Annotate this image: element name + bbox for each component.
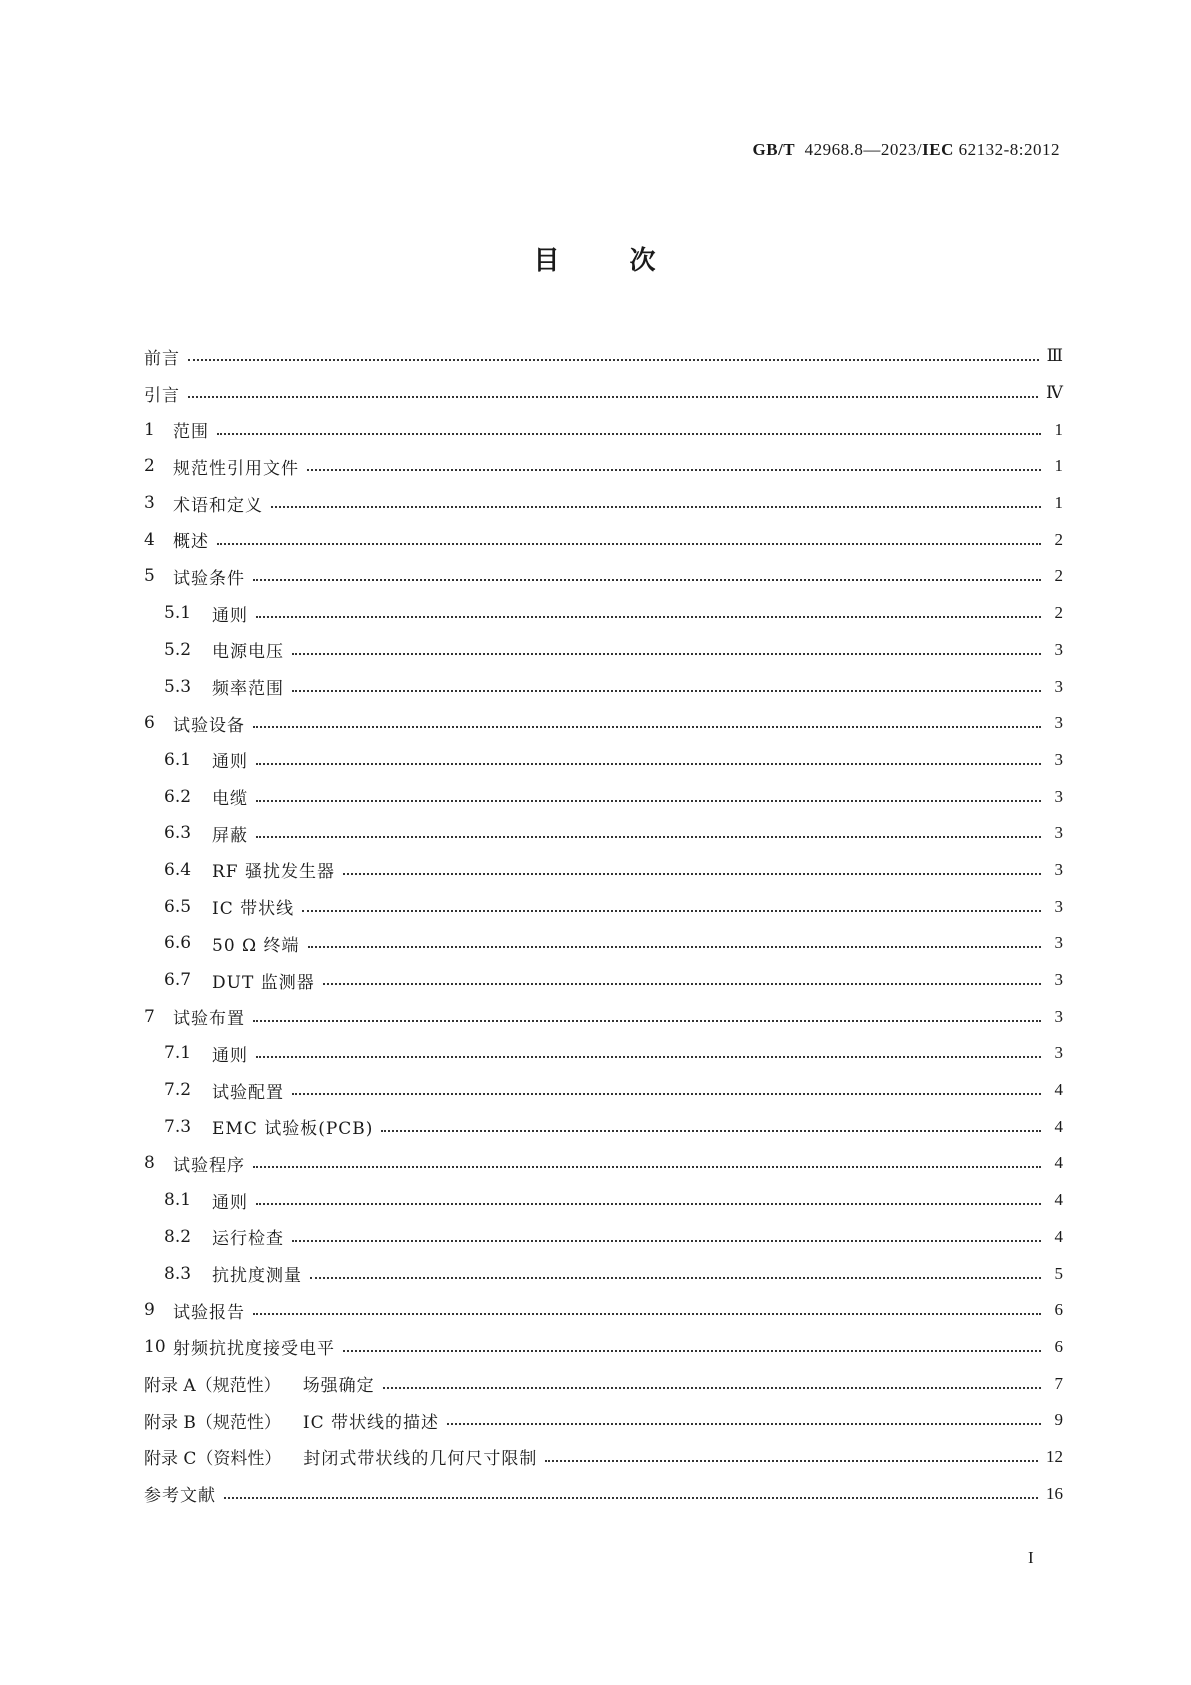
toc-entry-title: RF 骚扰发生器 [212, 862, 335, 883]
toc-entry-title: 试验布置 [173, 1009, 245, 1030]
title-char-2: 次 [629, 246, 658, 276]
toc-entry-title: 概述 [173, 532, 209, 553]
toc-entry-title: 参考文献 [144, 1486, 216, 1507]
toc-entry-page: 6 [1054, 1300, 1063, 1320]
toc-entry-title: 通则 [212, 1192, 248, 1213]
dot-leader [253, 1166, 1041, 1168]
toc-entry[interactable] [144, 888, 1063, 925]
dot-leader [188, 359, 1039, 361]
toc-entry-number: 8.1 [164, 1190, 192, 1211]
toc-entry-page: 4 [1054, 1116, 1063, 1136]
toc-entry-title: 试验配置 [212, 1082, 284, 1103]
toc-entry-title: 试验设备 [173, 715, 245, 736]
dot-leader [292, 690, 1041, 692]
toc-entry-page: 3 [1054, 933, 1063, 953]
toc-entry[interactable] [144, 1108, 1063, 1145]
toc-entry-title: 通则 [212, 1045, 248, 1066]
toc-entry-number: 3 [144, 493, 155, 514]
toc-entry-title: 50 Ω 终端 [212, 935, 300, 956]
iec-number: 62132-8:2012 [958, 140, 1060, 159]
toc-entry-number: 6.2 [164, 786, 192, 807]
toc-entry-number: 附录 C（资料性） [144, 1449, 282, 1470]
toc-entry-number: 1 [144, 419, 155, 440]
toc-entry-number: 6.3 [164, 823, 192, 844]
toc-entry-page: 3 [1054, 713, 1063, 733]
toc-entry-page: 4 [1054, 1226, 1063, 1246]
toc-entry-number: 5.1 [164, 603, 192, 624]
toc-entry-page: 3 [1054, 676, 1063, 696]
toc-entry-title: DUT 监测器 [212, 972, 315, 993]
dot-leader [217, 433, 1041, 435]
toc-entry[interactable] [144, 521, 1063, 558]
dot-leader [383, 1387, 1041, 1389]
toc-entry-title: 通则 [212, 752, 248, 773]
dot-leader [307, 469, 1041, 471]
toc-entry-number: 6.6 [164, 933, 192, 954]
toc-entry[interactable] [144, 485, 1063, 522]
toc-entry-page: 12 [1046, 1446, 1063, 1466]
toc-entry-title: 前言 [144, 348, 180, 369]
toc-entry-page: Ⅲ [1046, 346, 1063, 366]
toc-entry[interactable] [144, 1072, 1063, 1109]
toc-entry[interactable] [144, 705, 1063, 742]
dot-leader [447, 1423, 1041, 1425]
dot-leader [308, 946, 1041, 948]
dot-leader [224, 1497, 1038, 1499]
toc-entry-number: 8 [144, 1153, 155, 1174]
toc-entry-number: 7.2 [164, 1080, 192, 1101]
toc-entry-page: 4 [1054, 1153, 1063, 1173]
toc-entry[interactable] [144, 1292, 1063, 1329]
toc-entry-page: Ⅳ [1046, 383, 1063, 403]
toc-entry[interactable] [144, 668, 1063, 705]
toc-entry-number: 5 [144, 566, 155, 587]
toc-entry[interactable] [144, 925, 1063, 962]
dot-leader [302, 910, 1041, 912]
toc-entry-page: 2 [1054, 566, 1063, 586]
dot-leader [256, 1203, 1041, 1205]
toc-entry[interactable] [144, 1402, 1063, 1439]
toc-entry-title: 试验程序 [173, 1155, 245, 1176]
toc-entry-number: 6.4 [164, 859, 192, 880]
toc-entry[interactable] [144, 1475, 1063, 1512]
toc-entry[interactable] [144, 1329, 1063, 1366]
dot-leader [545, 1460, 1038, 1462]
toc-entry-title: 场强确定 [302, 1376, 375, 1397]
toc-entry-page: 4 [1054, 1080, 1063, 1100]
toc-entry-number: 4 [144, 529, 155, 550]
toc-entry-page: 3 [1054, 896, 1063, 916]
toc-entry[interactable] [144, 998, 1063, 1035]
toc-entry-page: 6 [1054, 1336, 1063, 1356]
toc-entry-page: 2 [1054, 529, 1063, 549]
toc-entry[interactable] [144, 1219, 1063, 1256]
title-char-1: 目 [533, 246, 562, 276]
toc-entry-page: 3 [1054, 639, 1063, 659]
toc-entry-page: 1 [1054, 493, 1063, 513]
dot-leader [188, 396, 1038, 398]
toc-entry[interactable] [144, 632, 1063, 669]
standard-prefix: GB/T [752, 140, 796, 159]
toc-entry-number: 5.2 [164, 639, 192, 660]
toc-entry-title: 运行检查 [212, 1229, 284, 1250]
toc-entry-title: 试验条件 [173, 568, 245, 589]
toc-entry-page: 7 [1054, 1373, 1063, 1393]
toc-entry[interactable] [144, 375, 1063, 412]
toc-entry-page: 3 [1054, 1043, 1063, 1063]
toc-entry-title: IC 带状线 [212, 899, 295, 920]
toc-entry-page: 1 [1054, 456, 1063, 476]
toc-entry[interactable] [144, 1365, 1063, 1402]
standard-number: 42968.8—2023/ [804, 140, 923, 159]
toc-entry-number: 5.3 [164, 676, 192, 697]
toc-entry-number: 附录 B（规范性） [144, 1412, 281, 1433]
toc-entry-title: 抗扰度测量 [212, 1266, 302, 1287]
dot-leader [292, 653, 1041, 655]
toc-entry-title: 通则 [212, 605, 248, 626]
dot-leader [253, 1020, 1041, 1022]
dot-leader [292, 1093, 1041, 1095]
dot-leader [253, 579, 1041, 581]
dot-leader [256, 800, 1041, 802]
toc-entry-page: 16 [1046, 1483, 1063, 1503]
toc-entry-title: IC 带状线的描述 [302, 1412, 440, 1433]
toc-entry[interactable] [144, 448, 1063, 485]
dot-leader [256, 763, 1041, 765]
page-title [0, 240, 1191, 277]
toc-entry-page: 1 [1054, 419, 1063, 439]
toc-entry-title: 封闭式带状线的几何尺寸限制 [303, 1449, 538, 1470]
toc-entry[interactable] [144, 1255, 1063, 1292]
dot-leader [271, 506, 1041, 508]
page-number: I [1028, 1548, 1034, 1567]
toc-entry-title: 试验报告 [173, 1302, 245, 1323]
dot-leader [381, 1130, 1041, 1132]
toc-entry-page: 3 [1054, 970, 1063, 990]
dot-leader [310, 1277, 1041, 1279]
toc-entry-number: 7 [144, 1006, 155, 1027]
toc-entry[interactable] [144, 962, 1063, 999]
toc-entry-page: 9 [1054, 1410, 1063, 1430]
toc-entry[interactable] [144, 595, 1063, 632]
toc-entry-page: 3 [1054, 823, 1063, 843]
dot-leader [253, 726, 1041, 728]
toc-entry[interactable] [144, 815, 1063, 852]
iec-prefix: IEC [922, 140, 954, 159]
table-of-contents [144, 338, 1063, 1512]
toc-entry-page: 3 [1054, 859, 1063, 879]
toc-entry[interactable] [144, 1439, 1063, 1476]
dot-leader [292, 1240, 1041, 1242]
toc-entry-page: 2 [1054, 603, 1063, 623]
toc-entry-title: 范围 [173, 422, 209, 443]
toc-entry[interactable] [144, 1145, 1063, 1182]
toc-entry-number: 8.3 [164, 1263, 192, 1284]
toc-entry-title: 频率范围 [212, 679, 284, 700]
dot-leader [343, 1350, 1041, 1352]
toc-entry-number: 7.3 [164, 1116, 192, 1137]
toc-entry[interactable] [144, 558, 1063, 595]
toc-entry-page: 3 [1054, 749, 1063, 769]
toc-entry[interactable] [144, 1035, 1063, 1072]
toc-entry[interactable] [144, 852, 1063, 889]
toc-entry-number: 附录 A（规范性） [144, 1376, 281, 1397]
toc-entry-number: 9 [144, 1300, 155, 1321]
dot-leader [256, 836, 1041, 838]
toc-entry-number: 7.1 [164, 1043, 192, 1064]
toc-entry[interactable] [144, 411, 1063, 448]
toc-entry-title: 电缆 [212, 789, 248, 810]
dot-leader [256, 616, 1041, 618]
toc-entry-page: 3 [1054, 786, 1063, 806]
dot-leader [253, 1313, 1041, 1315]
toc-entry-number: 6.1 [164, 749, 192, 770]
toc-entry[interactable] [144, 1182, 1063, 1219]
toc-entry-title: 射频抗扰度接受电平 [173, 1339, 335, 1360]
toc-entry-title: EMC 试验板(PCB) [212, 1119, 374, 1140]
toc-entry-title: 引言 [144, 385, 180, 406]
toc-entry-number: 6 [144, 713, 155, 734]
toc-entry-number: 2 [144, 456, 155, 477]
toc-entry-title: 屏蔽 [212, 825, 248, 846]
toc-entry-page: 3 [1054, 1006, 1063, 1026]
dot-leader [323, 983, 1041, 985]
dot-leader [256, 1056, 1041, 1058]
toc-entry[interactable] [144, 778, 1063, 815]
toc-entry-title: 电源电压 [212, 642, 284, 663]
toc-entry[interactable] [144, 742, 1063, 779]
toc-entry-title: 术语和定义 [173, 495, 263, 516]
toc-entry-title: 规范性引用文件 [173, 458, 299, 479]
dot-leader [343, 873, 1041, 875]
toc-entry-number: 10 [144, 1336, 166, 1357]
toc-entry-number: 6.5 [164, 896, 192, 917]
toc-entry-number: 6.7 [164, 970, 192, 991]
toc-entry-page: 5 [1054, 1263, 1063, 1283]
dot-leader [217, 543, 1041, 545]
toc-entry-number: 8.2 [164, 1226, 192, 1247]
standard-code [753, 140, 1060, 160]
toc-entry-page: 4 [1054, 1190, 1063, 1210]
toc-entry[interactable] [144, 338, 1063, 375]
